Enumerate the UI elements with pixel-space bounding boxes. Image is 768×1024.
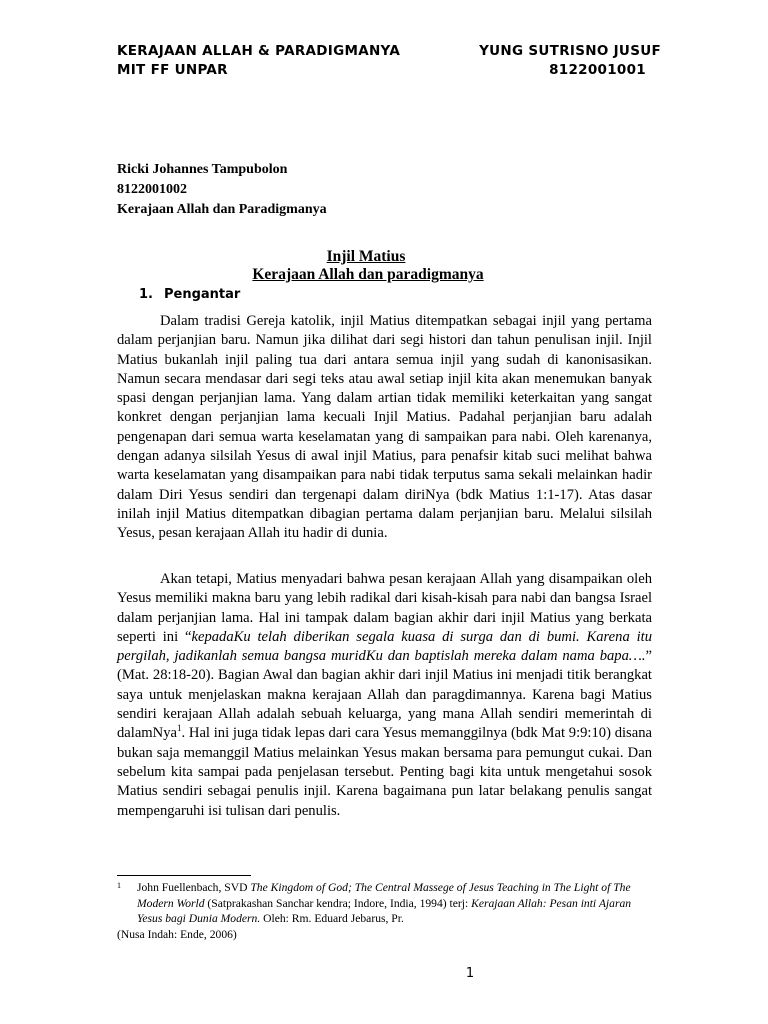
footnote-translation-title: Kerajaan Allah: Pesan inti Ajaran Yesus bagi Dunia Modern. <box>137 896 632 925</box>
footnote-reference[interactable]: 1 <box>176 723 182 734</box>
header-program: MIT FF UNPAR <box>117 62 228 78</box>
page-number: 1 <box>465 966 475 981</box>
paragraph-intro: Akan tetapi, Matius menyadari bahwa pesan kerajaan Allah yang disampaikan oleh Yesus memiliki makna baru yang lebih radikal dari kisah-kisah para nabi dan bangsa Israel dalam perjanjian lama. Hal ini tampak dalam bagian akhir dari injil Matius yang berkata seperti ini “ <box>117 571 652 645</box>
footnote-marker: 1 <box>117 881 121 890</box>
paragraph-text <box>117 570 652 821</box>
footnote-separator <box>117 875 251 876</box>
body-paragraph-2 <box>117 570 652 821</box>
author-id: 8122001002 <box>117 182 187 197</box>
author-name: Ricki Johannes Tampubolon <box>117 162 288 177</box>
footnote-book-title: The Kingdom of God; The Central Massege of Jesus Teaching in The Light of The Modern World <box>137 881 631 910</box>
paragraph-text: Dalam tradisi Gereja katolik, injil Matius ditempatkan sebagai injil yang pertama dalam perjanjian baru. Namun jika dilihat dari segi histori dan tahun penulisan injil. Injil Matius bukanlah injil paling tua dari antara semua injil yang sudah di kanonisasikan. Namun secara mendasar dari segi teks atau awal setiap injil kita akan menemukan banyak spasi dengan perjanjian lama. Yang dalam artian tidak memiliki keterkaitan yang sangat konkret dengan perjanjian lama kecuali Injil Matius. Padahal perjanjian baru adalah pengenapan dari semua warta keselamatan yang di sampaikan para nabi. Oleh karenanya, dengan adanya silsilah Yesus di awal injil Matius, para penafsir kitab suci melihat bahwa warta keselamatan yang disampaikan para nabi tidak terputus sama sekali melainkan hadir dalam Diri Yesus sendiri dan tergenapi dalam diriNya (bdk Matius 1:1-17). Atas dasar inilah injil Matius ditempatkan dibagian pertama dalam perjanjian baru. Melalui silsilah Yesus, pesan kerajaan Allah itu hadir di dunia. <box>117 313 652 542</box>
section-label: Pengantar <box>164 287 241 302</box>
paragraph-end: . Hal ini juga tidak lepas dari cara Yesus memanggilnya (bdk Mat 9:9:10) disana bukan saja memanggil Matius melainkan Yesus makan bersama para pemungut cukai. Dan sebelum kita sampai pada penjelasan tersebut. Penting bagi kita untuk mengetahui sosok Matius sendiri sebagai penulis injil. Karena bagaimana pun latar belakang penulis sangat mempengaruhi isi tulisan dari penulis. <box>117 725 652 819</box>
header-lecturer-id: 8122001001 <box>549 62 646 78</box>
author-block <box>117 160 327 220</box>
footnote-publisher-line: (Nusa Indah: Ende, 2006) <box>117 927 237 941</box>
footnote-author: John Fuellenbach, SVD <box>137 881 251 894</box>
header-lecturer: YUNG SUTRISNO JUSUF <box>479 43 661 59</box>
footnote-text <box>117 880 657 927</box>
section-number: 1. <box>139 287 153 302</box>
paragraph-middle: ” (Mat. 28:18-20). Bagian Awal dan bagian akhir dari injil Matius ini menjadi titik berangkat saya untuk menjelaskan makna kerajaan Allah dan paragdimannya. Karena bagi Matius sendiri kerajaan Allah adalah sebuah keluarga, yang mana Allah sendiri memerintah di dalamNya <box>117 648 652 742</box>
author-topic: Kerajaan Allah dan Paradigmanya <box>117 202 327 217</box>
body-paragraph-1 <box>117 312 652 544</box>
scripture-quote: kepadaKu telah diberikan segala kuasa di surga dan di bumi. Karena itu pergilah, jadikanlah semua bangsa muridKu dan baptislah mereka dalam nama bapa…. <box>117 628 652 665</box>
document-title: Injil Matius <box>326 248 406 265</box>
footnote-publisher: (Satprakashan Sanchar kendra; Indore, India, 1994) terj: <box>204 896 472 910</box>
header-course-title: KERAJAAN ALLAH & PARADIGMANYA <box>117 43 401 59</box>
section-heading <box>139 287 240 302</box>
document-subtitle: Kerajaan Allah dan paradigmanya <box>252 266 484 283</box>
footnote-translator: Oleh: Rm. Eduard Jebarus, Pr. <box>260 912 404 925</box>
footnote <box>117 880 657 942</box>
